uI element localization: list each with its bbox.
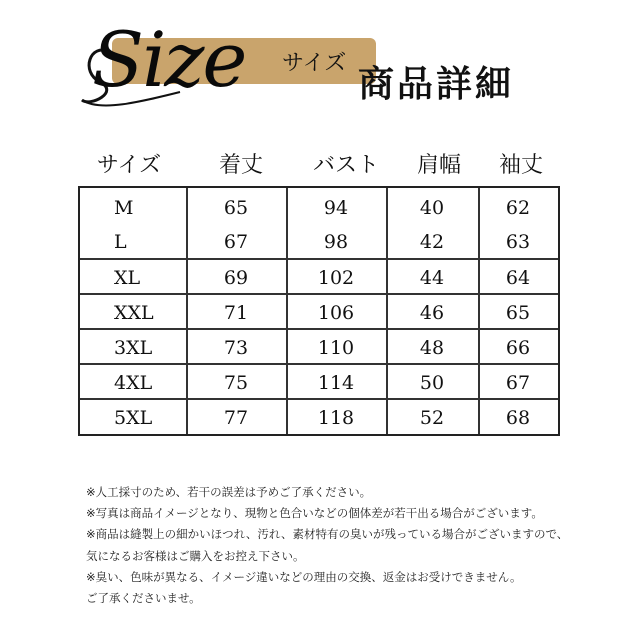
sleeve-cell: 65 xyxy=(505,301,531,324)
sleeve-cell: 63 xyxy=(505,230,531,253)
header-subtitle: サイズ xyxy=(282,51,347,76)
sleeve-cell: 66 xyxy=(505,336,531,359)
bust-cell: 98 xyxy=(323,230,349,253)
length-cell: 77 xyxy=(223,406,249,429)
sleeve-cell: 64 xyxy=(505,266,531,289)
shoulder-cell: 46 xyxy=(419,301,445,324)
bust-cell: 94 xyxy=(323,196,349,219)
sleeve-cell: 67 xyxy=(505,371,531,394)
note-line: ※写真は商品イメージとなり、現物と色合いなどの個体差が若干出る場合がございます。 xyxy=(86,506,543,521)
sleeve-cell: 62 xyxy=(505,196,531,219)
bust-cell: 102 xyxy=(317,266,355,289)
bust-cell: 118 xyxy=(317,406,355,429)
size-cell: XL xyxy=(114,266,141,289)
note-line: 気になるお客様はご購入をお控え下さい。 xyxy=(86,548,305,563)
length-cell: 69 xyxy=(223,266,249,289)
sleeve-cell: 68 xyxy=(505,406,531,429)
page-title: 商品詳細 xyxy=(358,63,515,105)
size-cell: 5XL xyxy=(114,406,153,429)
table-row xyxy=(80,190,558,225)
table-row xyxy=(80,365,558,400)
bust-cell: 114 xyxy=(317,371,355,394)
size-cell: M xyxy=(114,196,134,219)
note-line: ※人工採寸のため、若干の誤差は予めご了承ください。 xyxy=(86,485,372,499)
bust-cell: 106 xyxy=(317,301,355,324)
size-cell: XXL xyxy=(114,301,154,324)
table-row xyxy=(80,295,558,330)
note-line: ※商品は縫製上の細かいほつれ、汚れ、素材特有の臭いが残っている場合がございますので、 xyxy=(86,527,569,542)
notes-block xyxy=(86,482,634,609)
bust-cell: 110 xyxy=(317,336,355,359)
column-header-shoulder: 肩幅 xyxy=(416,153,461,178)
column-header-bust: バスト xyxy=(312,153,379,178)
table-row xyxy=(80,330,558,365)
length-cell: 75 xyxy=(223,371,249,394)
shoulder-cell: 40 xyxy=(419,196,445,219)
shoulder-cell: 50 xyxy=(419,371,445,394)
note-line: ご了承くださいませ。 xyxy=(86,591,201,606)
column-header-sleeve: 袖丈 xyxy=(498,153,543,178)
length-cell: 67 xyxy=(223,230,249,253)
length-cell: 71 xyxy=(223,301,249,324)
column-header-length: 着丈 xyxy=(218,153,263,178)
size-cell: L xyxy=(114,230,127,253)
table-grid xyxy=(78,186,560,436)
header xyxy=(0,0,640,130)
shoulder-cell: 44 xyxy=(419,266,445,289)
size-script-logo: Size xyxy=(92,15,246,104)
shoulder-cell: 48 xyxy=(419,336,445,359)
length-cell: 73 xyxy=(223,336,249,359)
note-line: ※臭い、色味が異なる、イメージ違いなどの理由の交換、返金はお受けできません。 xyxy=(86,569,522,584)
table-row xyxy=(80,224,558,259)
size-cell: 4XL xyxy=(114,371,153,394)
length-cell: 65 xyxy=(223,196,249,219)
table-header-row xyxy=(78,148,560,182)
shoulder-cell: 52 xyxy=(419,406,445,429)
column-header-size: サイズ xyxy=(96,153,162,178)
table-row xyxy=(80,260,558,295)
size-cell: 3XL xyxy=(114,336,153,359)
shoulder-cell: 42 xyxy=(419,230,445,253)
table-row xyxy=(80,400,558,435)
